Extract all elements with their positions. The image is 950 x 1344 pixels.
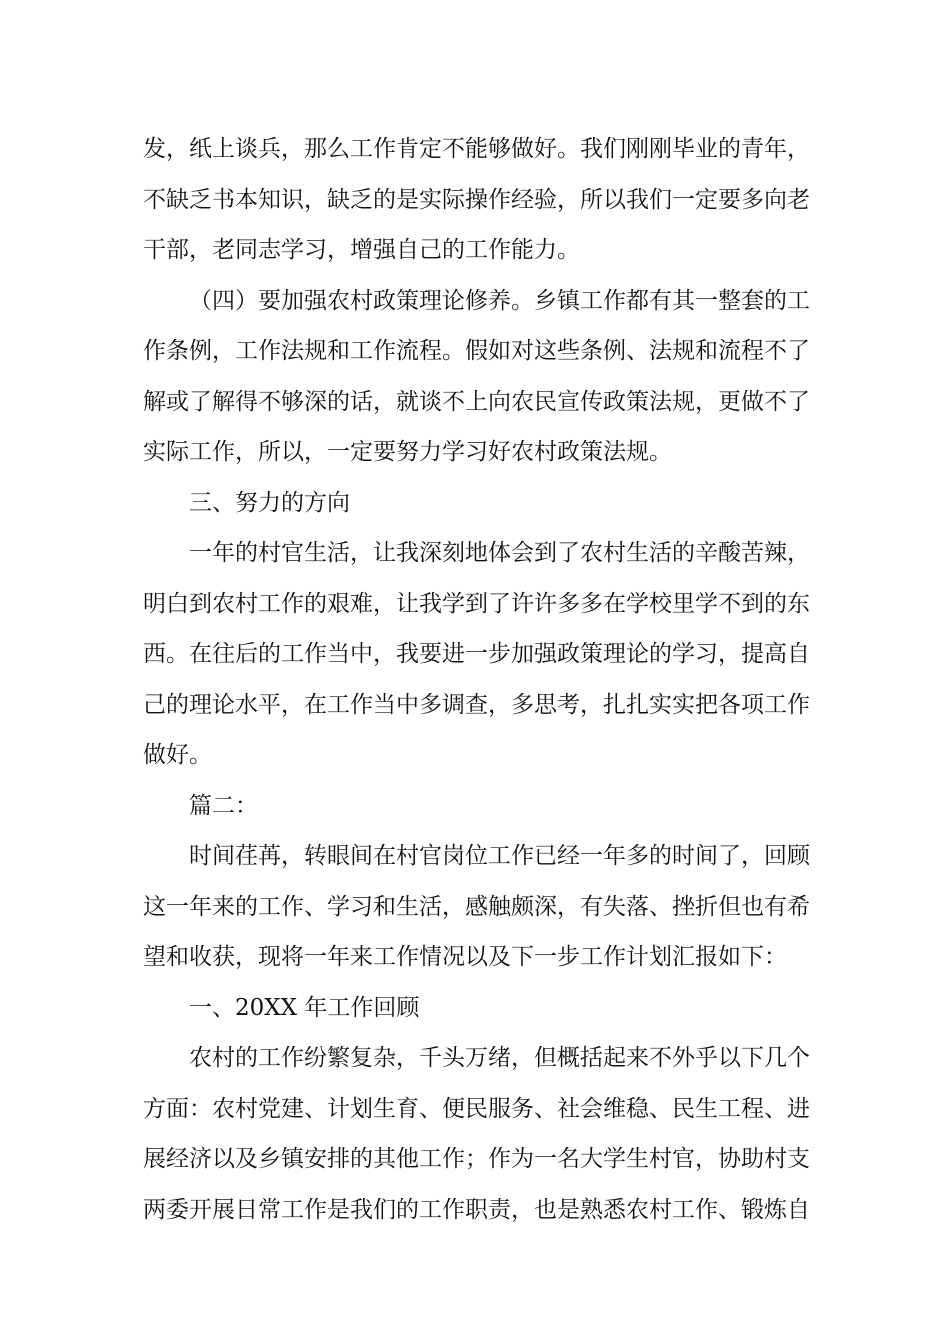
text-line: 望和收获，现将一年来工作情况以及下一步工作计划汇报如下： bbox=[143, 944, 787, 970]
section-heading: 一、20XX 年工作回顾 bbox=[189, 995, 420, 1021]
section-heading: 三、努力的方向 bbox=[189, 490, 350, 516]
text-line: 明白到农村工作的艰难，让我学到了许许多多在学校里学不到的东 bbox=[143, 591, 810, 617]
text-line: 农村的工作纷繁复杂，千头万绪，但概括起来不外乎以下几个 bbox=[189, 1045, 810, 1071]
text-line: 做好。 bbox=[143, 742, 212, 768]
text-line: 作条例，工作法规和工作流程。假如对这些条例、法规和流程不了 bbox=[143, 338, 810, 364]
text-line: 两委开展日常工作是我们的工作职责，也是熟悉农村工作、锻炼自 bbox=[143, 1197, 810, 1223]
text-line: 这一年来的工作、学习和生活，感触颇深，有失落、挫折但也有希 bbox=[143, 894, 810, 920]
text-line: 干部，老同志学习，增强自己的工作能力。 bbox=[143, 237, 580, 263]
text-line: 西。在往后的工作当中，我要进一步加强政策理论的学习，提高自 bbox=[143, 641, 810, 667]
text-line: 展经济以及乡镇安排的其他工作；作为一名大学生村官，协助村支 bbox=[143, 1146, 810, 1172]
text-line: 发，纸上谈兵，那么工作肯定不能够做好。我们刚刚毕业的青年， bbox=[143, 136, 810, 162]
text-line: 时间荏苒，转眼间在村官岗位工作已经一年多的时间了，回顾 bbox=[189, 843, 810, 869]
section-heading: 篇二： bbox=[189, 793, 258, 819]
text-line: 己的理论水平，在工作当中多调查，多思考，扎扎实实把各项工作 bbox=[143, 692, 810, 718]
text-line: 解或了解得不够深的话，就谈不上向农民宣传政策法规，更做不了 bbox=[143, 389, 810, 415]
text-line: 不缺乏书本知识，缺乏的是实际操作经验，所以我们一定要多向老 bbox=[143, 187, 810, 213]
text-line: 实际工作，所以，一定要努力学习好农村政策法规。 bbox=[143, 439, 672, 465]
text-line: 方面：农村党建、计划生育、便民服务、社会维稳、民生工程、进 bbox=[143, 1096, 810, 1122]
text-line: （四）要加强农村政策理论修养。乡镇工作都有其一整套的工 bbox=[189, 288, 810, 314]
text-line: 一年的村官生活，让我深刻地体会到了农村生活的辛酸苦辣， bbox=[189, 540, 810, 566]
